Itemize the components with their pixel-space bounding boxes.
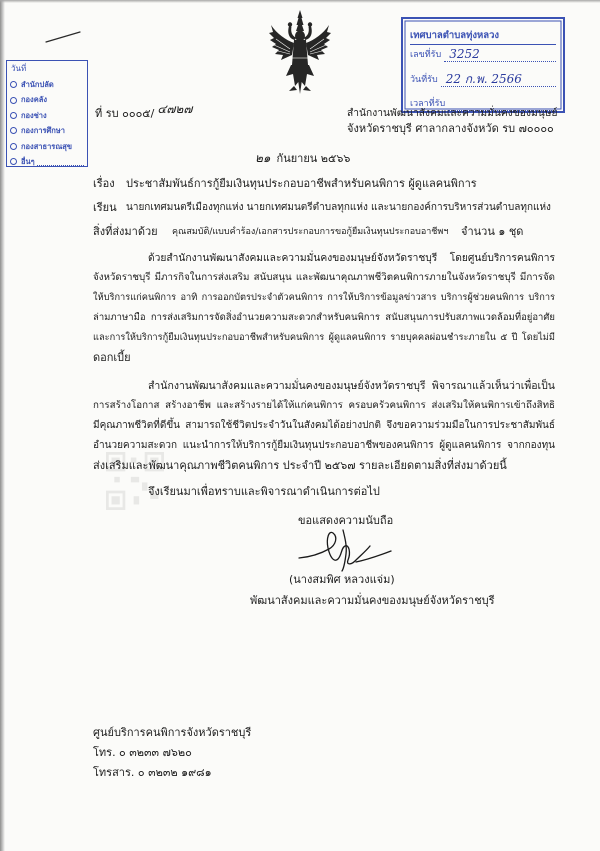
checkbox-circle-icon [10, 158, 17, 165]
dotted-fill-line [37, 157, 84, 166]
received-date-value: 22 ก.พ. 2566 [441, 72, 556, 87]
date-day-handwritten: ๒๑ [255, 151, 271, 165]
enclosure-label: สิ่งที่ส่งมาด้วย [93, 225, 158, 238]
paragraph-line: สำนักงานพัฒนาสังคมและความมั่นคงของมนุษย์จังหวัดราชบุรี พิจารณาแล้วเห็นว่าเพื่อเป็น [148, 380, 555, 392]
routing-option-label: กองการศึกษา [21, 126, 65, 136]
routing-option [10, 77, 84, 92]
routing-option [10, 108, 84, 123]
routing-option [10, 154, 84, 169]
contact-footer [93, 723, 393, 783]
received-stamp [401, 17, 565, 113]
routing-stamp-title: วันที่ [11, 64, 27, 73]
routing-option [10, 139, 84, 154]
reference-handwritten-number: ๔๗๒๗ [157, 102, 193, 116]
routing-option-label: กองสาธารณสุข [21, 141, 72, 151]
paragraph-line: ส่งเสริมและพัฒนาคุณภาพชีวิตคนพิการ ประจำปี ๒๕๖๗ รายละเอียดตามสิ่งที่ส่งมาด้วยนี้ [93, 459, 507, 472]
routing-stamp [6, 60, 88, 167]
subject-row [93, 174, 558, 194]
contact-office: ศูนย์บริการคนพิการจังหวัดราชบุรี [93, 726, 252, 739]
received-no-label: เลขที่รับ [410, 50, 442, 60]
paragraph-line: จังหวัดราชบุรี มีภารกิจในการส่งเสริม สนับสนุน และพัฒนาคุณภาพชีวิตคนพิการภายในจังหวัดราชบุรี มีการจัด [93, 272, 555, 283]
enclosure-row [93, 222, 453, 242]
paragraph-line: มีคุณภาพชีวิตที่ดีขึ้น สามารถใช้ชีวิตประจำวันในสังคมได้อย่างปกติ จึงขอความร่วมมือในการประชาสัมพันธ์ [93, 420, 555, 431]
paragraph-line: ด้วยสำนักงานพัฒนาสังคมและความมั่นคงของมนุษย์จังหวัดราชบุรี โดยศูนย์บริการคนพิการ [148, 252, 555, 264]
contact-fax: โทรสาร. ๐ ๓๒๓๒ ๑๙๘๑ [93, 766, 212, 779]
checkbox-circle-icon [10, 97, 17, 104]
received-no-row [410, 46, 556, 62]
subject-text: ประชาสัมพันธ์การกู้ยืมเงินทุนประกอบอาชีพสำหรับคนพิการ ผู้ดูแลคนพิการ [126, 177, 477, 190]
checkbox-circle-icon [10, 81, 17, 88]
pen-mark [44, 28, 84, 46]
received-no-value: 3252 [444, 47, 556, 62]
reference-label: ที่ รบ ๐๐๐๕/ [95, 107, 155, 120]
received-stamp-org: เทศบาลตำบลทุ่งหลวง [410, 28, 556, 45]
paragraph-line: ล่ามภาษามือ การส่งเสริมการจัดสิ่งอำนวยความสะดวกสำหรับคนพิการ สนับสนุนการปรับสภาพแวดล้อมที่อยู่อาศัย [93, 312, 555, 323]
received-time-label: เวลาที่รับ [410, 99, 446, 109]
checkbox-circle-icon [10, 112, 17, 119]
enclosure-quantity: จำนวน ๑ ชุด [461, 225, 524, 238]
closing-request: จึงเรียนมาเพื่อทราบและพิจารณาดำเนินการต่อไป [148, 485, 380, 498]
routing-option [10, 92, 84, 107]
checkbox-circle-icon [10, 127, 17, 134]
paragraph-line: การสร้างโอกาส สร้างอาชีพ และสร้างรายได้ให้แก่คนพิการ ครอบครัวคนพิการ ส่งเสริมให้คนพิการเข้าถึงสิทธิ [93, 400, 555, 411]
routing-option [10, 123, 84, 138]
signer-title: พัฒนาสังคมและความมั่นคงของมนุษย์จังหวัดราชบุรี [250, 594, 495, 607]
scan-edge-left [0, 0, 5, 851]
reference-number [95, 103, 192, 123]
subject-label: เรื่อง [93, 177, 115, 190]
received-date-row [410, 71, 556, 87]
garuda-emblem-icon [268, 9, 332, 95]
signer-name: (นางสมพิศ หลวงแจ่ม) [289, 573, 395, 586]
routing-option-label: กองคลัง [21, 95, 47, 105]
paragraph-line: และการให้บริการกู้ยืมเงินทุนประกอบอาชีพสำหรับคนพิการ ผู้ดูแลคนพิการ รายบุคคลผ่อนชำระภายใน ๕ ปี โดยไม่มี [93, 332, 555, 343]
scan-edge-top [0, 0, 600, 3]
paragraph-line: ให้บริการแก่คนพิการ อาทิ การออกบัตรประจำตัวคนพิการ การให้บริการข้อมูลข่าวสาร บริการผู้ช่วยคนพิการ บริการ [93, 292, 555, 303]
contact-phone: โทร. ๐ ๓๒๓๓ ๗๖๒๐ [93, 746, 192, 759]
salutation-text: นายกเทศมนตรีเมืองทุกแห่ง นายกเทศมนตรีตำบลทุกแห่ง และนายกองค์การบริหารส่วนตำบลทุกแห่ง [126, 202, 551, 213]
letter-date [255, 148, 350, 168]
routing-option-label: กองช่าง [21, 110, 47, 120]
checkbox-circle-icon [10, 143, 17, 150]
salutation-row [93, 198, 558, 218]
sender-address-line: สำนักงานพัฒนาสังคมและความมั่นคงของมนุษย์ [347, 107, 558, 119]
routing-option-label: อื่นๆ [21, 156, 35, 166]
closing-salutation: ขอแสดงความนับถือ [298, 514, 394, 527]
date-month-year: กันยายน ๒๕๖๖ [276, 152, 351, 165]
body-paragraph-2 [93, 376, 555, 476]
salutation-label: เรียน [93, 201, 117, 214]
paragraph-line: อำนวยความสะดวก แนะนำการให้บริการกู้ยืมเงินทุนประกอบอาชีพของคนพิการ ผู้ดูแลคนพิการ จากกองทุน [93, 440, 555, 451]
sender-address [347, 105, 559, 137]
paragraph-line: ดอกเบี้ย [93, 351, 131, 364]
received-date-label: วันที่รับ [410, 75, 438, 85]
routing-option-label: สำนักปลัด [21, 80, 54, 89]
sender-address-line: จังหวัดราชบุรี ศาลากลางจังหวัด รบ ๗๐๐๐๐ [347, 122, 554, 135]
enclosure-text: คุณสมบัติ/แบบคำร้อง/เอกสารประกอบการขอกู้ยืมเงินทุนประกอบอาชีพฯ [172, 227, 449, 237]
routing-stamp-list [10, 77, 84, 169]
handwritten-signature [296, 524, 396, 574]
body-paragraph-1 [93, 248, 555, 368]
